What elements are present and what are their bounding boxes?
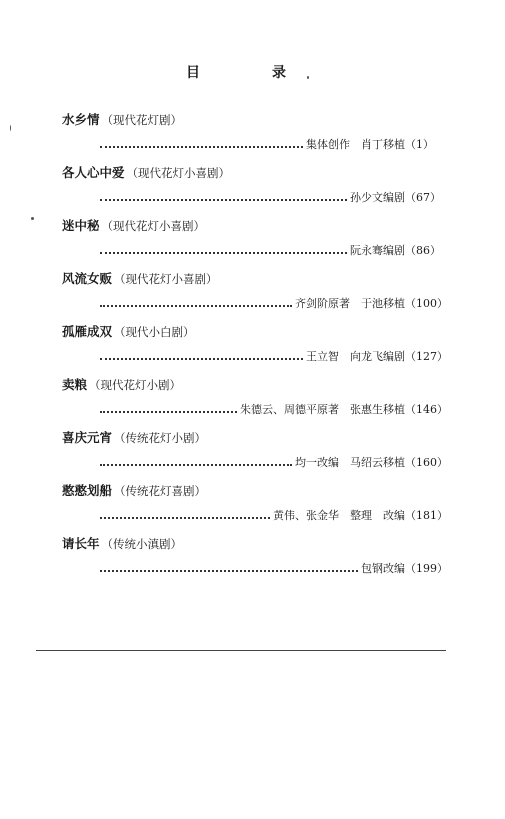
entry-credit-line: [100, 507, 405, 523]
entry-title: 风流女贩: [62, 271, 113, 286]
toc-entry: [0, 320, 505, 373]
entry-credit: 黄伟、张金华 整理 改编: [273, 509, 405, 522]
dot-leader: [100, 410, 237, 413]
entry-title-line: [62, 163, 230, 181]
entry-credit-line: [100, 454, 405, 470]
entry-page-number: （160）: [405, 456, 448, 469]
footer-rule: [36, 650, 446, 651]
toc-entry: [0, 426, 505, 479]
entry-credit-line: [100, 189, 405, 205]
entry-genre: （现代花灯小剧）: [89, 378, 182, 392]
entry-title-line: [62, 322, 195, 340]
entry-title: 卖粮: [62, 377, 88, 392]
toc-entry: [0, 479, 505, 532]
entry-credit: 朱德云、周德平原著 张惠生移植: [240, 403, 405, 416]
entry-credit: 集体创作 肖丁移植: [306, 138, 405, 151]
entry-genre: （传统花灯喜剧）: [114, 484, 207, 498]
dot-leader: [100, 145, 303, 148]
entry-credit: 王立智 向龙飞编剧: [306, 350, 405, 363]
entry-page-number: （127）: [405, 350, 448, 363]
dot-leader: [100, 198, 347, 201]
entry-title-line: [62, 481, 206, 499]
dot-leader: [100, 516, 270, 519]
entry-page-number: （100）: [405, 297, 448, 310]
scan-speck: [31, 217, 34, 220]
page-title-char-2: 录: [272, 65, 286, 81]
entry-title: 孤雁成双: [62, 324, 113, 339]
dot-leader: [100, 569, 358, 572]
entry-genre: （传统花灯小剧）: [114, 431, 207, 445]
entry-credit-line: [100, 560, 405, 576]
entry-credit: 包钢改编: [361, 562, 405, 575]
entry-title: 请长年: [62, 536, 100, 551]
entry-genre: （传统小滇剧）: [101, 537, 183, 551]
dot-leader: [100, 463, 292, 466]
dot-leader: [100, 251, 347, 254]
entry-credit-line: [100, 401, 405, 417]
entry-credit-line: [100, 348, 405, 364]
entry-title-line: [62, 269, 218, 287]
toc-entry: [0, 373, 505, 426]
toc-entry: [0, 267, 505, 320]
entry-page-number: （199）: [405, 562, 448, 575]
entry-title: 水乡情: [62, 112, 100, 127]
entry-title: 各人心中爱: [62, 165, 125, 180]
entry-title-line: [62, 375, 181, 393]
entry-credit-line: [100, 136, 405, 152]
entry-page-number: （1）: [405, 138, 434, 151]
scan-speck: [10, 125, 11, 131]
entry-page-number: （67）: [405, 191, 441, 204]
entry-genre: （现代花灯小喜剧）: [101, 219, 206, 233]
entry-credit: 均一改编 马绍云移植: [295, 456, 405, 469]
entry-genre: （现代花灯小喜剧）: [114, 272, 218, 286]
toc-list: [0, 108, 505, 585]
entry-genre: （现代小白剧）: [114, 325, 195, 339]
entry-credit-line: [100, 295, 405, 311]
page-title-char-1: 目: [186, 65, 200, 81]
entry-title-line: [62, 534, 182, 552]
entry-title-line: [62, 110, 182, 128]
entry-page-number: （181）: [405, 509, 448, 522]
entry-credit: 孙少文编剧: [350, 191, 405, 204]
entry-title-line: [62, 216, 205, 234]
toc-entry: [0, 214, 505, 267]
toc-entry: [0, 532, 505, 585]
dot-leader: [100, 357, 303, 360]
entry-genre: （现代花灯剧）: [101, 113, 183, 127]
dot-leader: [100, 304, 292, 307]
entry-credit: 阮永骞编剧: [350, 244, 405, 257]
entry-page-number: （86）: [405, 244, 441, 257]
entry-title-line: [62, 428, 206, 446]
entry-title: 迷中秘: [62, 218, 100, 233]
entry-page-number: （146）: [405, 403, 448, 416]
entry-credit: 齐剑阶原著 于池移植: [295, 297, 405, 310]
toc-entry: [0, 161, 505, 214]
scan-speck: [307, 76, 309, 79]
entry-genre: （现代花灯小喜剧）: [126, 166, 231, 180]
entry-title: 喜庆元宵: [62, 430, 113, 445]
entry-credit-line: [100, 242, 405, 258]
entry-title: 憨憨划船: [62, 483, 113, 498]
toc-entry: [0, 108, 505, 161]
